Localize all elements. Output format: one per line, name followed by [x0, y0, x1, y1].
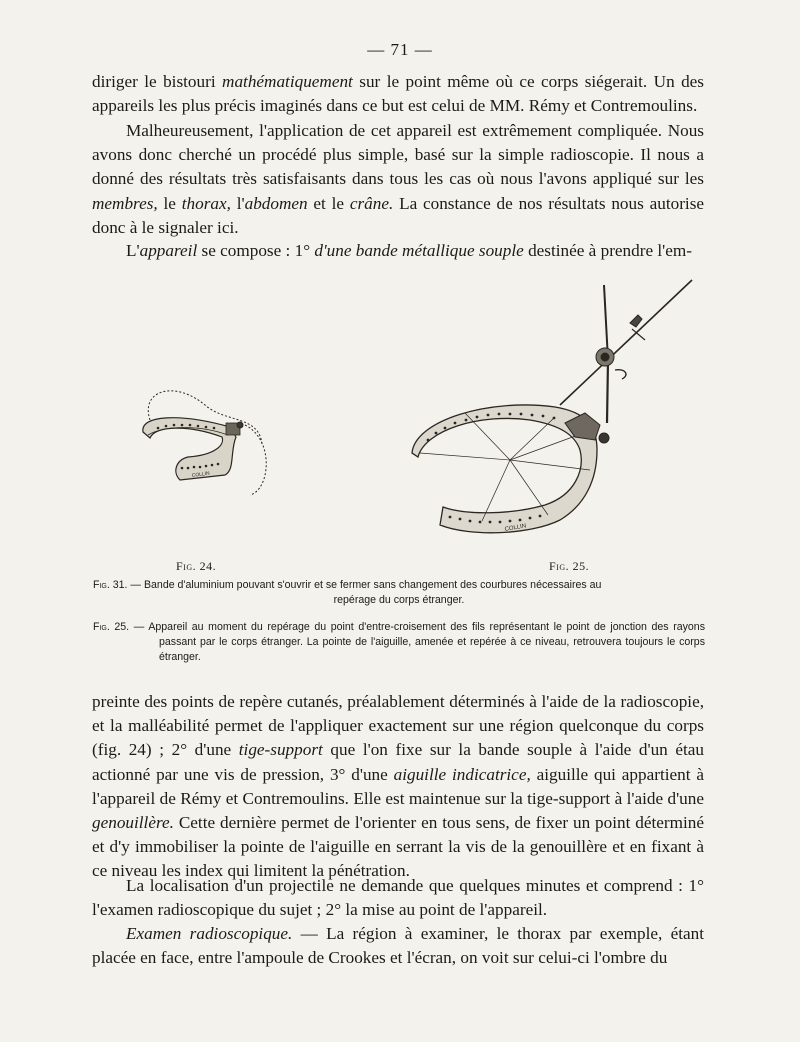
page-number: — 71 —: [367, 40, 433, 59]
paragraph-3: L'appareil se compose : 1° d'une bande métallique souple destinée à prendre l'em-: [126, 241, 692, 260]
caption-fig-25: Fig. 25. — Appareil au moment du repérage du point d'entre-croisement des fils représentant le point de jonction des rayons passant par le corps étranger. La pointe de l'aiguille, amenée et repérée à ce niveau, retrouvera toujours le corps étranger.: [93, 621, 705, 663]
paragraph-2: Malheureusement, l'application de cet appareil est extrêmement compliquée. Nous avons donc cherché un procédé plus simple, basé sur la simple radioscopie. Il nous a donné des résultats très satisfaisants dans tous les cas où nous l'avons appliqué sur les membres, le thorax, l'abdomen et le crâne. La constance de nos résultats nous autorise donc à le signaler ici.: [92, 121, 705, 237]
paragraph-6: Examen radioscopique. — La région à examiner, le thorax par exemple, étant placée en face, entre l'ampoule de Crookes et l'écran, on voit sur celui-ci l'ombre du: [92, 924, 704, 968]
fig-24-band-drawing: [143, 391, 266, 495]
fig-25-stamp: COLLIN: [504, 523, 527, 533]
paragraph-4: preinte des points de repère cutanés, préalablement déterminés à l'aide de la radioscopie, et la malléabilité permet de l'appliquer exactement sur une région quelconque du corps (fig. 24) ; 2° d'une tige-support que l'on fixe sur la bande souple à l'aide d'un étau actionné par une vis de pression, 3° d'une aiguille indicatrice, aiguille qui appartient à l'appareil de Rémy et Contremoulins. Elle est maintenue sur la tige-support à l'aide d'une genouillère. Cette dernière permet de l'orienter en tous sens, de fixer un point déterminé et d'y immobiliser la pointe de l'aiguille en serrant la vis de la genouillère et en fixant à ce niveau les index qui limitent la pénétration.: [92, 692, 705, 881]
fig-25-apparatus-drawing: [412, 280, 692, 533]
figures-illustration: [0, 275, 800, 565]
paragraph-1: diriger le bistouri mathématiquement sur le point même où ce corps siégerait. Un des appareils les plus précis imaginés dans ce but est celui de MM. Rémy et Contremoulins.: [92, 72, 705, 116]
fig-25-label: Fig. 25.: [549, 559, 590, 573]
fig-24-label: Fig. 24.: [176, 559, 217, 573]
caption-fig-24: Fig. 31. — Bande d'aluminium pouvant s'ouvrir et se fermer sans changement des courbures nécessaires au repérage du corps étranger.: [93, 579, 602, 606]
fig-24-stamp: COLLIN: [191, 470, 211, 479]
paragraph-5: La localisation d'un projectile ne demande que quelques minutes et comprend : 1° l'examen radioscopique du sujet ; 2° la mise au point de l'appareil.: [92, 876, 704, 920]
figures-area: [0, 275, 800, 565]
